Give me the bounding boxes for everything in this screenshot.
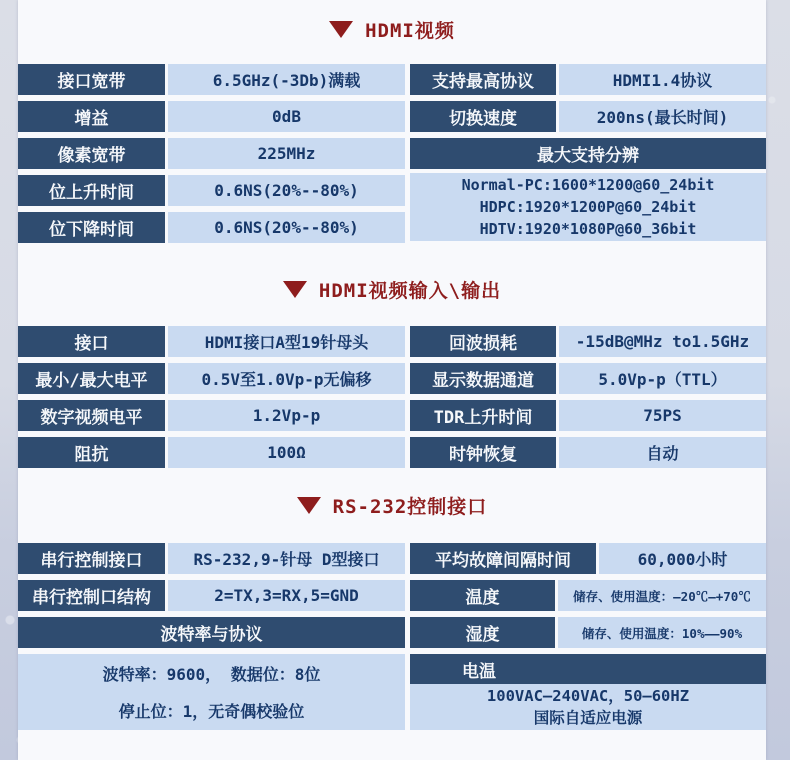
spec-value-cell: 5.0Vp-p（TTL） — [559, 363, 766, 394]
spec-label-cell: 显示数据通道 — [410, 363, 556, 394]
hdmi-video-right-column — [410, 64, 766, 249]
hdmi-io-table — [18, 326, 766, 468]
spec-label-cell: 最小/最大电平 — [18, 363, 165, 394]
triangle-down-icon — [329, 21, 353, 38]
section-title-rs232 — [18, 490, 766, 520]
section-title-text: HDMI视频输入\输出 — [318, 279, 502, 302]
spec-value-cell: 储存、使用温度：—20℃—+70℃ — [558, 580, 766, 611]
spec-label-cell: 串行控制口结构 — [18, 580, 165, 611]
spec-value-cell: 75PS — [559, 400, 766, 431]
spec-row — [18, 400, 766, 431]
spec-value-cell: 0.6NS(20%--80%) — [168, 175, 405, 206]
spec-sheet-page — [18, 0, 766, 760]
spec-value-cell: 6.5GHz(-3Db)满载 — [168, 64, 405, 95]
spec-row — [18, 580, 766, 611]
spec-row — [410, 64, 766, 95]
spec-label-cell: 接口 — [18, 326, 165, 357]
spec-value-cell: 0dB — [168, 101, 405, 132]
spec-row — [18, 212, 405, 243]
resolution-line: HDTV:1920*1080P@60_36bit — [479, 220, 697, 238]
spec-row — [18, 617, 766, 648]
spec-row — [18, 437, 766, 468]
spec-label-cell: TDR上升时间 — [410, 400, 556, 431]
spec-row — [18, 326, 766, 357]
spec-label-cell: 位上升时间 — [18, 175, 165, 206]
triangle-down-icon — [297, 497, 321, 514]
bottom-row — [18, 654, 766, 730]
resolution-header-cell: 最大支持分辨 — [410, 138, 766, 169]
spec-label-cell: 支持最高协议 — [410, 64, 556, 95]
power-line: 国际自适应电源 — [533, 709, 643, 727]
spec-value-cell: 0.5V至1.0Vp-p无偏移 — [168, 363, 405, 394]
section-title-text: HDMI视频 — [365, 19, 455, 42]
spec-value-cell: RS-232,9-针母 D型接口 — [168, 543, 405, 574]
spec-label-cell: 位下降时间 — [18, 212, 165, 243]
rs232-table — [18, 543, 766, 730]
spec-label-cell: 平均故障间隔时间 — [410, 543, 596, 574]
spec-value-cell: 自动 — [559, 437, 766, 468]
spec-value-cell: 2=TX,3=RX,5=GND — [168, 580, 405, 611]
spec-row — [18, 175, 405, 206]
spec-value-cell: 60,000小时 — [599, 543, 766, 574]
power-line: 100VAC—240VAC，50—60HZ — [486, 687, 690, 705]
spec-value-cell: 1.2Vp-p — [168, 400, 405, 431]
spec-value-cell: 100Ω — [168, 437, 405, 468]
spec-label-cell: 回波损耗 — [410, 326, 556, 357]
spec-label-cell: 切换速度 — [410, 101, 556, 132]
spec-label-cell: 数字视频电平 — [18, 400, 165, 431]
resolution-header-row — [410, 138, 766, 169]
power-header-cell: 电温 — [410, 654, 766, 684]
spec-row — [18, 138, 405, 169]
spec-value-cell: -15dB@MHz to1.5GHz — [559, 326, 766, 357]
spec-label-cell: 湿度 — [410, 617, 555, 648]
resolution-line: HDPC:1920*1200P@60_24bit — [479, 198, 697, 216]
resolution-value-box — [410, 173, 766, 241]
section-title-hdmi-video — [18, 14, 766, 44]
spec-row — [18, 363, 766, 394]
spec-row — [410, 101, 766, 132]
baud-value-box — [18, 654, 405, 730]
spec-value-cell: 225MHz — [168, 138, 405, 169]
baud-line: 波特率：9600， 数据位：8位 — [102, 665, 321, 684]
spec-row — [18, 543, 766, 574]
baud-header-cell: 波特率与协议 — [18, 617, 405, 648]
resolution-line: Normal-PC:1600*1200@60_24bit — [461, 176, 715, 194]
spec-label-cell: 温度 — [410, 580, 555, 611]
spec-label-cell: 接口宽带 — [18, 64, 165, 95]
section-title-text: RS-232控制接口 — [332, 495, 488, 518]
hdmi-video-table — [18, 64, 766, 249]
spec-label-cell: 阻抗 — [18, 437, 165, 468]
hdmi-video-left-column — [18, 64, 405, 249]
spec-value-cell: HDMI1.4协议 — [559, 64, 766, 95]
spec-label-cell: 增益 — [18, 101, 165, 132]
spec-row — [18, 64, 405, 95]
spec-value-cell: HDMI接口A型19针母头 — [168, 326, 405, 357]
spec-value-cell: 0.6NS(20%--80%) — [168, 212, 405, 243]
spec-label-cell: 串行控制接口 — [18, 543, 165, 574]
triangle-down-icon — [283, 281, 307, 298]
spec-row — [18, 101, 405, 132]
spec-label-cell: 时钟恢复 — [410, 437, 556, 468]
spec-label-cell: 像素宽带 — [18, 138, 165, 169]
baud-line: 停止位：1，无奇偶校验位 — [118, 702, 305, 721]
power-value-box — [410, 684, 766, 730]
spec-value-cell: 储存、使用温度：10%——90% — [558, 617, 766, 648]
power-column — [410, 654, 766, 730]
section-title-hdmi-io — [18, 274, 766, 304]
spec-value-cell: 200ns(最长时间) — [559, 101, 766, 132]
